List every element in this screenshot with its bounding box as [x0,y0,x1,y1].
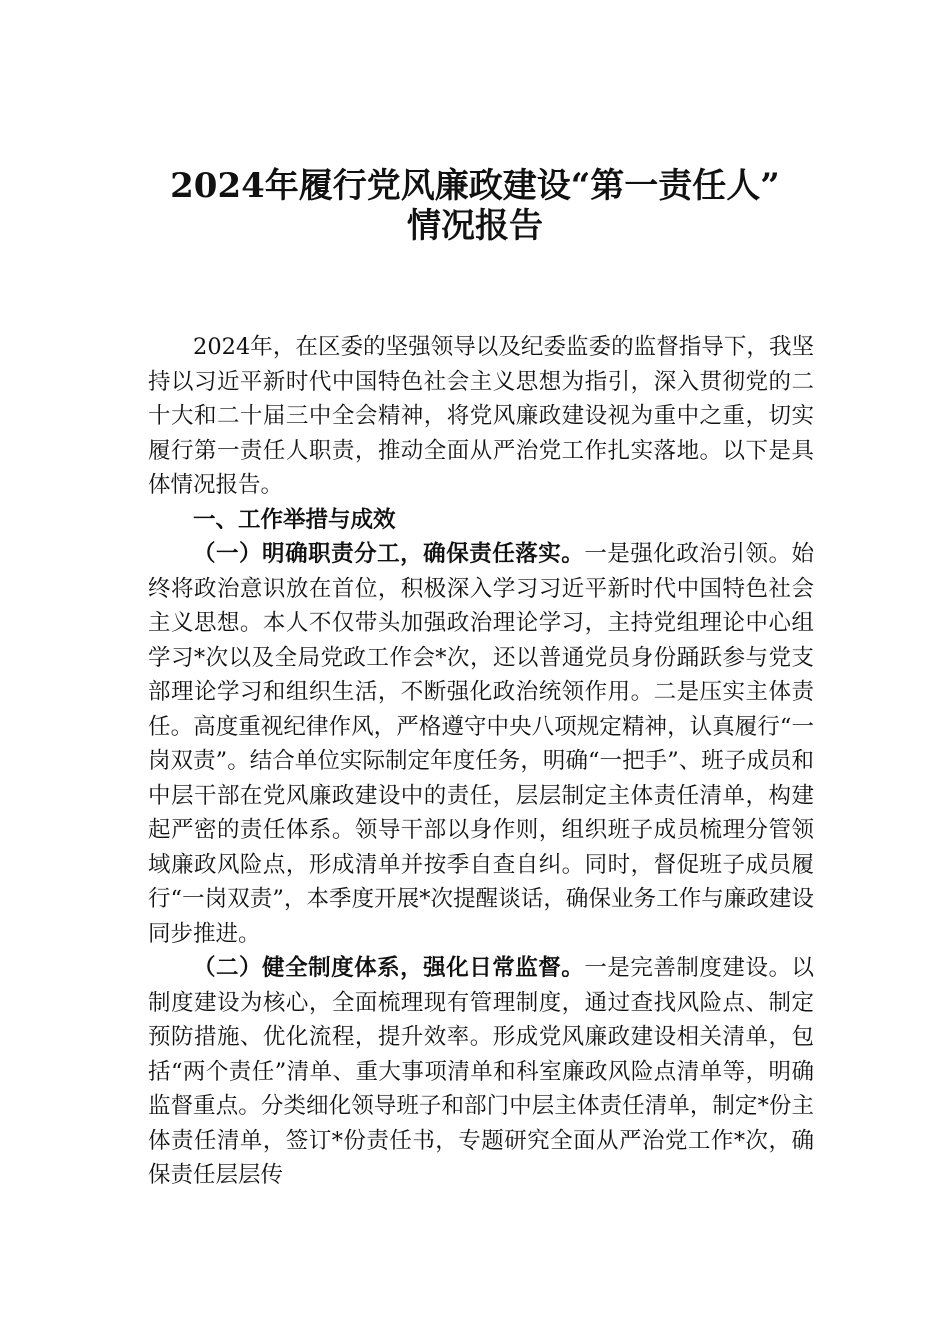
subsection-heading-1: （一）明确职责分工，确保责任落实。 [193,541,585,567]
document-title-line-1: 2024年履行党风廉政建设“第一责任人” [170,166,780,206]
subsection-text-1: 一是强化政治引领。始终将政治意识放在首位，积极深入学习习近平新时代中国特色社会主义思想。本人不仅带头加强政治理论学习，主持党组理论中心组学习*次以及全局党政工作会*次，还以普通党员身份踊跃参与党支部理论学习和组织生活，不断强化政治统领作用。二是压实主体责任。高度重视纪律作风，严格遵守中央八项规定精神，认真履行“一岗双责”。结合单位实际制定年度任务，明确“一把手”、班子成员和中层干部在党风廉政建设中的责任，层层制定主体责任清单，构建起严密的责任体系。领导干部以身作则，组织班子成员梳理分管领域廉政风险点，形成清单并按季自查自纠。同时，督促班子成员履行“一岗双责”，本季度开展*次提醒谈话，确保业务工作与廉政建设同步推进。 [148,541,814,947]
subsection-text-2: 一是完善制度建设。以制度建设为核心，全面梳理现有管理制度，通过查找风险点、制定预防措施、优化流程，提升效率。形成党风廉政建设相关清单，包括“两个责任”清单、重大事项清单和科室廉政风险点清单等，明确监督重点。分类细化领导班子和部门中层主体责任清单，制定*份主体责任清单，签订*份责任书，专题研究全面从严治党工作*次，确保责任层层传 [148,955,814,1188]
subsection-heading-2: （二）健全制度体系，强化日常监督。 [193,955,585,981]
section-heading: 一、工作举措与成效 [193,506,396,533]
document-title-line-2: 情况报告 [407,206,543,246]
intro-paragraph: 2024年，在区委的坚强领导以及纪委监委的监督指导下，我坚持以习近平新时代中国特色社会主义思想为指引，深入贯彻党的二十大和二十届三中全会精神，将党风廉政建设视为重中之重，切实履行第一责任人职责，推动全面从严治党工作扎实落地。以下是具体情况报告。 [148,334,814,498]
subsection-paragraph-1 [148,537,814,951]
document-body [148,330,814,1193]
subsection-paragraph-2 [148,951,814,1193]
